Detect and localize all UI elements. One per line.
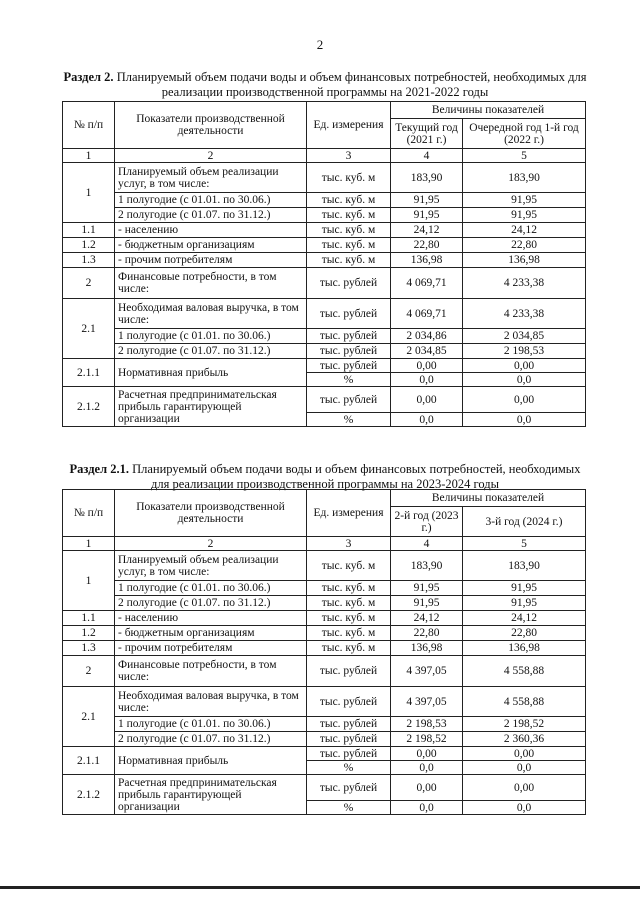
row-value-next: 4 558,88	[463, 656, 586, 687]
water-supply-table-2023-2024	[62, 489, 586, 815]
row-value-current: 24,12	[391, 611, 463, 626]
row-value-current: 183,90	[391, 163, 463, 193]
row-value-current: 4 069,71	[391, 268, 463, 299]
row-label: 2 полугодие (с 01.07. по 31.12.)	[115, 732, 307, 747]
table-row	[63, 687, 586, 717]
row-unit: тыс. рублей	[307, 747, 391, 761]
table-row	[63, 193, 586, 208]
row-value-current: 0,0	[391, 801, 463, 815]
row-value-next: 91,95	[463, 193, 586, 208]
col-number: 5	[463, 149, 586, 163]
col-number: 1	[63, 537, 115, 551]
header-values: Величины показателей	[391, 102, 586, 119]
row-label: 2 полугодие (с 01.07. по 31.12.)	[115, 596, 307, 611]
row-value-current: 2 034,85	[391, 344, 463, 359]
section-title-text: Планируемый объем подачи воды и объем финансовых потребностей, необходимых для реализации производственной программы на 2021-2022 годы	[113, 70, 587, 99]
row-unit: тыс. рублей	[307, 299, 391, 329]
header-unit: Ед. измерения	[307, 490, 391, 537]
col-number: 4	[391, 149, 463, 163]
header-col4: 2-й год (2023 г.)	[391, 507, 463, 537]
row-unit: тыс. куб. м	[307, 238, 391, 253]
table-row	[63, 238, 586, 253]
row-value-current: 0,00	[391, 359, 463, 373]
row-number: 2.1.1	[63, 359, 115, 387]
row-number: 1	[63, 551, 115, 611]
row-value-current: 0,0	[391, 413, 463, 427]
table-row	[63, 641, 586, 656]
row-unit: тыс. рублей	[307, 775, 391, 801]
row-value-current: 0,00	[391, 775, 463, 801]
row-unit: тыс. куб. м	[307, 223, 391, 238]
row-value-current: 22,80	[391, 238, 463, 253]
row-value-current: 0,0	[391, 761, 463, 775]
row-value-current: 22,80	[391, 626, 463, 641]
table-row	[63, 268, 586, 299]
row-unit: тыс. куб. м	[307, 208, 391, 223]
table-row	[63, 775, 586, 801]
row-value-current: 2 198,52	[391, 732, 463, 747]
row-unit: тыс. рублей	[307, 717, 391, 732]
page-number: 2	[316, 37, 324, 52]
row-unit: тыс. куб. м	[307, 581, 391, 596]
row-number: 2.1.2	[63, 387, 115, 427]
col-number: 4	[391, 537, 463, 551]
row-unit: тыс. куб. м	[307, 551, 391, 581]
row-label: Расчетная предпринимательская прибыль гарантирующей организации	[115, 387, 307, 427]
row-label: 1 полугодие (с 01.01. по 30.06.)	[115, 717, 307, 732]
row-unit: %	[307, 801, 391, 815]
row-number: 1.1	[63, 223, 115, 238]
page-bottom-rule	[0, 886, 640, 889]
row-value-next: 24,12	[463, 611, 586, 626]
row-value-current: 0,00	[391, 747, 463, 761]
table-row	[63, 551, 586, 581]
col-number: 1	[63, 149, 115, 163]
table-row	[63, 611, 586, 626]
row-value-next: 24,12	[463, 223, 586, 238]
section-title	[62, 70, 588, 100]
water-supply-table-2021-2022	[62, 101, 586, 427]
row-value-next: 22,80	[463, 238, 586, 253]
row-number: 1.1	[63, 611, 115, 626]
row-value-next: 0,0	[463, 373, 586, 387]
row-value-next: 0,00	[463, 775, 586, 801]
row-number: 1	[63, 163, 115, 223]
row-unit: %	[307, 373, 391, 387]
table-row	[63, 656, 586, 687]
row-value-next: 91,95	[463, 208, 586, 223]
table-row	[63, 581, 586, 596]
table-row	[63, 208, 586, 223]
table-row	[63, 747, 586, 761]
row-label: Необходимая валовая выручка, в том числе:	[115, 299, 307, 329]
row-unit: тыс. рублей	[307, 344, 391, 359]
row-value-next: 2 034,85	[463, 329, 586, 344]
row-unit: тыс. куб. м	[307, 611, 391, 626]
table-row	[63, 387, 586, 413]
row-label: 1 полугодие (с 01.01. по 30.06.)	[115, 581, 307, 596]
row-number: 2.1	[63, 299, 115, 359]
row-label: - бюджетным организациям	[115, 238, 307, 253]
row-value-current: 91,95	[391, 596, 463, 611]
row-label: Планируемый объем реализации услуг, в том числе:	[115, 551, 307, 581]
table-row	[63, 626, 586, 641]
row-value-next: 136,98	[463, 641, 586, 656]
row-value-next: 0,00	[463, 387, 586, 413]
row-unit: тыс. рублей	[307, 687, 391, 717]
row-value-next: 4 233,38	[463, 268, 586, 299]
row-value-current: 91,95	[391, 208, 463, 223]
row-value-current: 136,98	[391, 641, 463, 656]
row-value-next: 183,90	[463, 163, 586, 193]
row-label: - населению	[115, 223, 307, 238]
header-indicator: Показатели производственной деятельности	[115, 102, 307, 149]
row-label: Нормативная прибыль	[115, 359, 307, 387]
row-number: 1.3	[63, 641, 115, 656]
header-col4: Текущий год (2021 г.)	[391, 119, 463, 149]
header-num: № п/п	[63, 490, 115, 537]
row-value-current: 0,0	[391, 373, 463, 387]
row-value-next: 2 198,53	[463, 344, 586, 359]
row-value-next: 22,80	[463, 626, 586, 641]
col-number: 2	[115, 149, 307, 163]
row-label: - бюджетным организациям	[115, 626, 307, 641]
row-value-current: 4 069,71	[391, 299, 463, 329]
row-number: 1.2	[63, 238, 115, 253]
header-col5: 3-й год (2024 г.)	[463, 507, 586, 537]
row-value-next: 136,98	[463, 253, 586, 268]
row-value-current: 136,98	[391, 253, 463, 268]
row-value-next: 0,0	[463, 413, 586, 427]
row-value-current: 0,00	[391, 387, 463, 413]
row-value-next: 91,95	[463, 596, 586, 611]
row-unit: тыс. рублей	[307, 732, 391, 747]
row-value-next: 0,0	[463, 761, 586, 775]
row-value-current: 2 198,53	[391, 717, 463, 732]
table-row	[63, 253, 586, 268]
row-value-next: 91,95	[463, 581, 586, 596]
table-row	[63, 596, 586, 611]
header-col5: Очередной год 1-й год (2022 г.)	[463, 119, 586, 149]
table-row	[63, 717, 586, 732]
row-value-next: 0,00	[463, 747, 586, 761]
row-unit: тыс. куб. м	[307, 596, 391, 611]
row-value-next: 4 233,38	[463, 299, 586, 329]
row-unit: тыс. куб. м	[307, 193, 391, 208]
table-row	[63, 359, 586, 373]
row-unit: %	[307, 761, 391, 775]
row-value-current: 4 397,05	[391, 656, 463, 687]
row-unit: тыс. рублей	[307, 268, 391, 299]
row-unit: тыс. рублей	[307, 359, 391, 373]
row-label: Финансовые потребности, в том числе:	[115, 656, 307, 687]
row-number: 2	[63, 268, 115, 299]
row-value-next: 2 198,52	[463, 717, 586, 732]
row-value-current: 91,95	[391, 193, 463, 208]
row-value-current: 183,90	[391, 551, 463, 581]
section-title-number: Раздел 2.1.	[69, 462, 129, 476]
row-unit: тыс. рублей	[307, 329, 391, 344]
row-value-current: 4 397,05	[391, 687, 463, 717]
row-value-next: 183,90	[463, 551, 586, 581]
section-title-text: Планируемый объем подачи воды и объем финансовых потребностей, необходимых для реализации производственной программы на 2023-2024 годы	[128, 462, 581, 491]
table-row	[63, 223, 586, 238]
row-label: 2 полугодие (с 01.07. по 31.12.)	[115, 344, 307, 359]
header-values: Величины показателей	[391, 490, 586, 507]
row-number: 2	[63, 656, 115, 687]
row-value-current: 24,12	[391, 223, 463, 238]
table-row	[63, 344, 586, 359]
row-unit: тыс. рублей	[307, 387, 391, 413]
row-value-next: 4 558,88	[463, 687, 586, 717]
row-label: Планируемый объем реализации услуг, в том числе:	[115, 163, 307, 193]
col-number: 5	[463, 537, 586, 551]
row-unit: тыс. рублей	[307, 656, 391, 687]
row-unit: тыс. куб. м	[307, 163, 391, 193]
col-number: 3	[307, 149, 391, 163]
section-title-number: Раздел 2.	[63, 70, 114, 84]
row-label: Расчетная предпринимательская прибыль гарантирующей организации	[115, 775, 307, 815]
table-row	[63, 732, 586, 747]
row-number: 2.1.1	[63, 747, 115, 775]
section-title	[62, 462, 588, 492]
row-label: 2 полугодие (с 01.07. по 31.12.)	[115, 208, 307, 223]
row-value-current: 91,95	[391, 581, 463, 596]
row-number: 2.1.2	[63, 775, 115, 815]
row-label: 1 полугодие (с 01.01. по 30.06.)	[115, 329, 307, 344]
row-label: - прочим потребителям	[115, 641, 307, 656]
header-num: № п/п	[63, 102, 115, 149]
row-value-next: 0,0	[463, 801, 586, 815]
row-unit: %	[307, 413, 391, 427]
row-number: 1.2	[63, 626, 115, 641]
row-value-next: 0,00	[463, 359, 586, 373]
row-value-current: 2 034,86	[391, 329, 463, 344]
col-number: 3	[307, 537, 391, 551]
header-unit: Ед. измерения	[307, 102, 391, 149]
row-number: 2.1	[63, 687, 115, 747]
row-label: 1 полугодие (с 01.01. по 30.06.)	[115, 193, 307, 208]
row-unit: тыс. куб. м	[307, 641, 391, 656]
col-number: 2	[115, 537, 307, 551]
header-indicator: Показатели производственной деятельности	[115, 490, 307, 537]
row-unit: тыс. куб. м	[307, 253, 391, 268]
row-label: - прочим потребителям	[115, 253, 307, 268]
row-number: 1.3	[63, 253, 115, 268]
row-label: - населению	[115, 611, 307, 626]
table-row	[63, 329, 586, 344]
row-value-next: 2 360,36	[463, 732, 586, 747]
row-unit: тыс. куб. м	[307, 626, 391, 641]
row-label: Нормативная прибыль	[115, 747, 307, 775]
row-label: Финансовые потребности, в том числе:	[115, 268, 307, 299]
row-label: Необходимая валовая выручка, в том числе:	[115, 687, 307, 717]
table-row	[63, 299, 586, 329]
table-row	[63, 163, 586, 193]
